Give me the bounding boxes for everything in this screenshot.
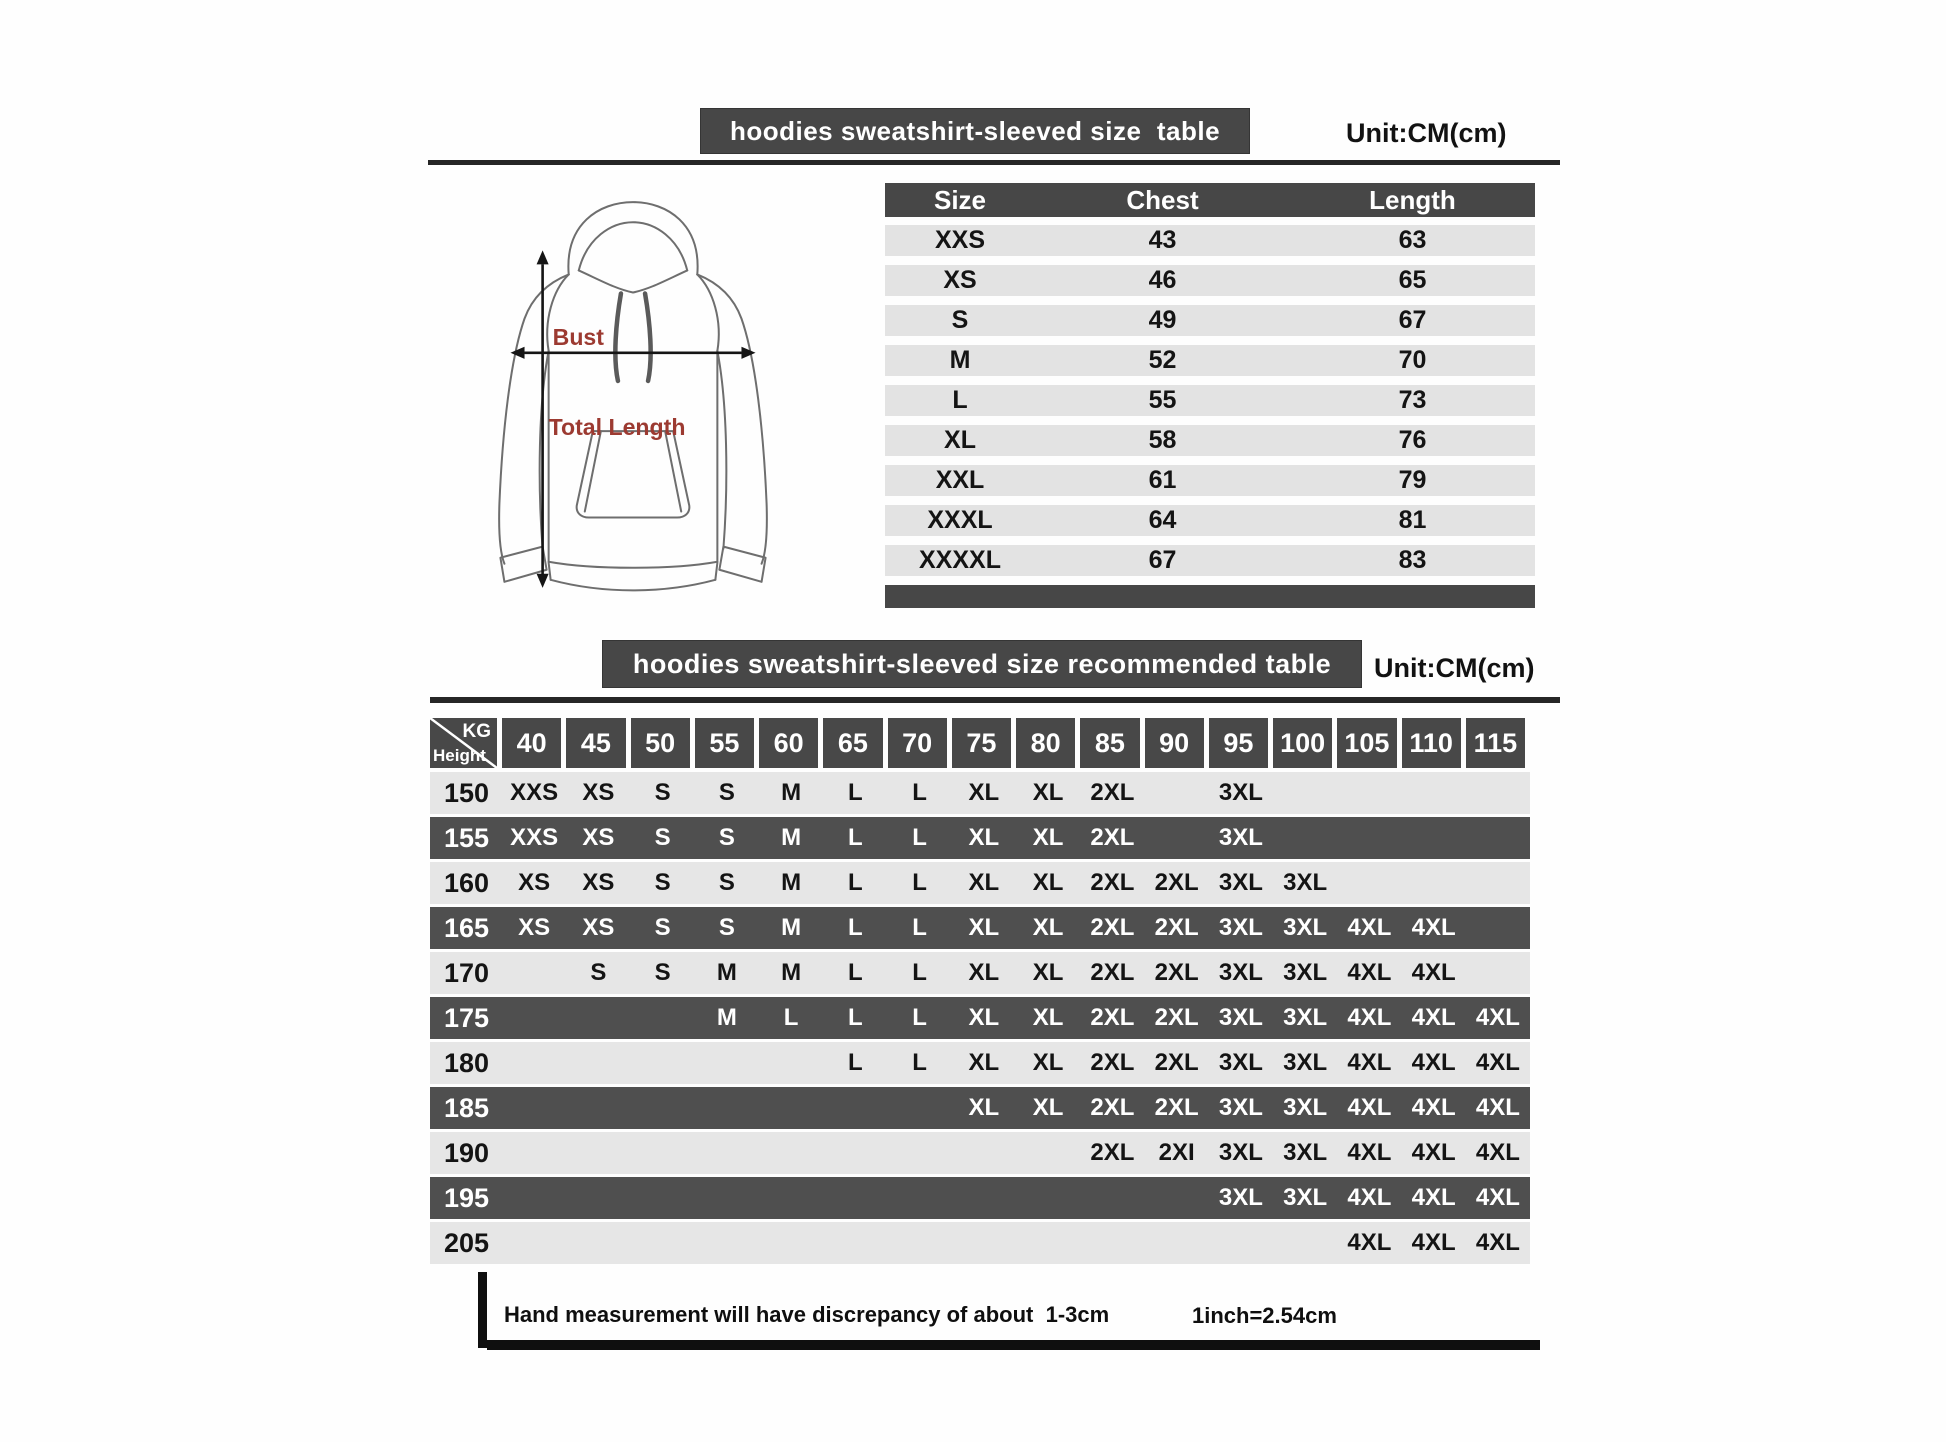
recommended-table-row	[430, 1222, 1530, 1264]
recommended-size-cell: 3XL	[1218, 1139, 1263, 1166]
size-table-row	[885, 385, 1535, 416]
pocket-slit-lines	[585, 431, 681, 511]
recommended-size-cell: XL	[968, 1049, 1000, 1076]
size-table-row	[885, 545, 1535, 576]
recommended-size-cell: 4XL	[1347, 914, 1392, 941]
drawstring-right	[645, 294, 651, 381]
recommended-size-cell: 3XL	[1218, 824, 1263, 851]
total-length-label: Total Length	[548, 414, 686, 441]
size-table-cell: XXL	[935, 466, 985, 494]
recommended-size-cell: XL	[968, 1094, 1000, 1121]
recommended-size-cell: S	[718, 869, 735, 896]
recommended-size-cell: 2XL	[1090, 824, 1135, 851]
recommended-size-cell: 3XL	[1218, 779, 1263, 806]
recommended-size-cell: L	[783, 1004, 799, 1031]
recommended-size-cell: M	[781, 779, 802, 806]
recommended-size-cell: L	[848, 1004, 863, 1031]
weight-header-cell: 55	[695, 718, 754, 768]
size-table-cell: 81	[1398, 506, 1427, 534]
recommended-size-cell: 3XL	[1218, 869, 1263, 896]
size-table-cell: 79	[1398, 466, 1427, 494]
recommended-size-cell: 4XL	[1475, 1094, 1520, 1121]
recommended-size-cell: 3XL	[1218, 959, 1263, 986]
size-table-body	[885, 225, 1535, 576]
height-label: 160	[444, 867, 490, 898]
size-table-cell: 49	[1148, 306, 1177, 334]
height-label: 195	[444, 1182, 490, 1213]
recommended-size-cell: 4XL	[1347, 1049, 1392, 1076]
recommended-size-cell: 3XL	[1283, 1004, 1328, 1031]
weight-header-cell: 50	[631, 718, 690, 768]
recommended-size-cell: 2XL	[1154, 1004, 1199, 1031]
recommended-size-cell: L	[848, 1049, 863, 1076]
size-table-cell: XS	[943, 266, 977, 294]
size-table-cell: S	[951, 306, 969, 334]
footer-vertical-bar	[478, 1272, 487, 1348]
size-table-cell: 43	[1148, 226, 1177, 254]
height-label: 170	[444, 957, 490, 988]
recommended-size-cell: XL	[968, 1004, 1000, 1031]
weight-header-cell: 90	[1145, 718, 1204, 768]
size-table-header-chest: Chest	[1126, 184, 1199, 215]
arrow-head-up-icon	[537, 250, 549, 264]
recommended-size-cell: 4XL	[1347, 1004, 1392, 1031]
recommended-size-cell: 3XL	[1283, 869, 1328, 896]
recommended-size-cell: XL	[968, 824, 1000, 851]
recommended-table-row	[430, 862, 1530, 904]
size-table-cell: 73	[1398, 386, 1427, 414]
recommended-size-cell: 4XL	[1347, 1229, 1392, 1256]
footer-horizontal-bar	[487, 1340, 1540, 1350]
height-label: 205	[444, 1227, 490, 1258]
weight-header-cell: 60	[759, 718, 818, 768]
size-table-cell: XL	[944, 426, 976, 454]
recommended-size-cell: XS	[582, 869, 615, 896]
recommended-size-cell: 2XL	[1090, 1139, 1135, 1166]
recommended-size-cell: 4XL	[1347, 1094, 1392, 1121]
inch-conversion-note: 1inch=2.54cm	[1192, 1303, 1337, 1328]
arrow-head-down-icon	[537, 574, 549, 588]
size-table-cell: 83	[1398, 546, 1427, 574]
recommended-size-cell: L	[848, 779, 863, 806]
hem-bottom-line	[551, 580, 716, 591]
recommended-size-cell: L	[912, 869, 927, 896]
recommended-size-cell: 2XL	[1090, 914, 1135, 941]
recommended-size-cell: 2XL	[1090, 1094, 1135, 1121]
recommended-size-cell: XS	[582, 914, 615, 941]
recommended-size-cell: XL	[968, 959, 1000, 986]
recommended-size-cell: XL	[1032, 959, 1064, 986]
kg-corner-label: KG	[462, 721, 491, 742]
right-armhole	[697, 274, 718, 350]
size-table-row	[885, 265, 1535, 296]
weight-header-cell: 45	[566, 718, 625, 768]
recommended-size-cell: 3XL	[1218, 1004, 1263, 1031]
collar-line	[579, 270, 687, 292]
right-cuff	[719, 547, 765, 582]
size-table-cell: 61	[1148, 466, 1177, 494]
height-label: 175	[444, 1002, 490, 1033]
weight-header-cell: 115	[1466, 718, 1525, 768]
recommended-size-cell: L	[848, 959, 863, 986]
recommended-table-body	[430, 772, 1530, 1264]
recommended-size-cell: 2XL	[1154, 1049, 1199, 1076]
size-table-cell: M	[949, 346, 971, 374]
size-table-cell: XXXL	[927, 506, 993, 534]
recommended-size-cell: 2XL	[1090, 1049, 1135, 1076]
recommended-size-cell: L	[912, 779, 927, 806]
size-table-header-size: Size	[933, 184, 987, 215]
recommended-size-cell: 4XL	[1411, 1094, 1456, 1121]
size-table-cell: 55	[1148, 386, 1177, 414]
recommended-size-cell: L	[912, 1004, 927, 1031]
size-table-title: hoodies sweatshirt-sleeved size table	[729, 115, 1221, 146]
size-table-row	[885, 225, 1535, 256]
recommended-size-cell: 2XL	[1090, 779, 1135, 806]
recommended-table	[430, 718, 1530, 1267]
size-table-cell: 65	[1398, 266, 1427, 294]
recommended-size-cell: XS	[582, 779, 615, 806]
recommended-size-cell: 2XL	[1154, 869, 1199, 896]
height-corner-label: Height	[433, 746, 486, 765]
recommended-size-cell: L	[848, 914, 863, 941]
recommended-size-cell: 4XL	[1475, 1139, 1520, 1166]
arrow-head-right-icon	[741, 347, 755, 359]
recommended-size-cell: 4XL	[1475, 1049, 1520, 1076]
recommended-table-title-bar	[602, 640, 1362, 688]
recommended-size-cell: S	[590, 959, 607, 986]
recommended-size-cell: M	[781, 869, 802, 896]
recommended-size-cell: 2XL	[1090, 869, 1135, 896]
weight-header-cell: 40	[502, 718, 561, 768]
size-table-cell: 70	[1398, 346, 1427, 374]
recommended-size-cell: XL	[968, 869, 1000, 896]
weight-header-cell: 70	[888, 718, 947, 768]
size-table-cell: 64	[1148, 506, 1177, 534]
size-table-cell: 76	[1398, 426, 1427, 454]
measurement-note: Hand measurement will have discrepancy of about 1-3cm	[504, 1302, 1110, 1327]
recommended-size-cell: XL	[1032, 779, 1064, 806]
recommended-size-cell: 2XL	[1154, 914, 1199, 941]
size-table-row	[885, 465, 1535, 496]
recommended-size-cell: 2XL	[1090, 1004, 1135, 1031]
height-label: 150	[444, 777, 490, 808]
weight-header-cell: 80	[1016, 718, 1075, 768]
recommended-size-cell: S	[718, 779, 735, 806]
left-sleeve-inner	[540, 351, 549, 549]
size-table-cell: XXS	[934, 226, 986, 254]
recommended-size-cell: S	[654, 779, 671, 806]
recommended-size-cell: XXS	[510, 779, 559, 806]
recommended-size-cell: XL	[1032, 869, 1064, 896]
weight-header-cell: 100	[1273, 718, 1332, 768]
recommended-size-cell: S	[654, 914, 671, 941]
recommended-table-row	[430, 1132, 1530, 1174]
recommended-size-cell: XL	[1032, 1094, 1064, 1121]
recommended-size-cell: S	[654, 959, 671, 986]
recommended-size-cell: 4XL	[1411, 1229, 1456, 1256]
recommended-size-cell: L	[912, 959, 927, 986]
recommended-size-cell: XL	[968, 779, 1000, 806]
size-table-cell: 46	[1148, 266, 1177, 294]
recommended-size-cell: XXS	[510, 824, 559, 851]
recommended-size-cell: 4XL	[1347, 959, 1392, 986]
drawstring-left	[615, 294, 621, 381]
size-table-cell: 63	[1398, 226, 1427, 254]
recommended-size-cell: 3XL	[1283, 1049, 1328, 1076]
recommended-table-row	[430, 817, 1530, 859]
recommended-size-cell: S	[654, 869, 671, 896]
recommended-table-row	[430, 1042, 1530, 1084]
recommended-size-cell: XS	[518, 869, 551, 896]
recommended-size-cell: XS	[582, 824, 615, 851]
weight-header-cell: 65	[823, 718, 882, 768]
recommended-size-cell: S	[654, 824, 671, 851]
recommended-table-row	[430, 907, 1530, 949]
recommended-size-cell: 4XL	[1475, 1184, 1520, 1211]
height-label: 165	[444, 912, 490, 943]
hood-outline	[568, 202, 697, 274]
recommended-size-cell: 3XL	[1283, 959, 1328, 986]
recommended-size-cell: XL	[968, 914, 1000, 941]
recommended-size-cell: XL	[1032, 1004, 1064, 1031]
recommended-size-cell: M	[781, 914, 802, 941]
size-table-header-row	[885, 183, 1535, 217]
arrow-head-left-icon	[510, 347, 524, 359]
bust-label: Bust	[552, 323, 604, 350]
recommended-size-cell: 4XL	[1411, 959, 1456, 986]
middle-divider-line	[430, 697, 1560, 703]
recommended-size-cell: S	[718, 914, 735, 941]
recommended-size-cell: 4XL	[1411, 914, 1456, 941]
weight-header-cell: 75	[952, 718, 1011, 768]
size-table	[885, 183, 1535, 608]
recommended-size-cell: XL	[1032, 824, 1064, 851]
recommended-size-cell: 4XL	[1411, 1049, 1456, 1076]
recommended-size-cell: L	[912, 824, 927, 851]
size-table-row	[885, 305, 1535, 336]
recommended-size-cell: 3XL	[1218, 1049, 1263, 1076]
weight-header-cell: 95	[1209, 718, 1268, 768]
recommended-size-cell: L	[912, 914, 927, 941]
recommended-size-cell: 3XL	[1218, 1094, 1263, 1121]
recommended-size-cell: 4XL	[1411, 1139, 1456, 1166]
recommended-size-cell: 2XI	[1158, 1139, 1195, 1166]
recommended-size-cell: XL	[1032, 1049, 1064, 1076]
height-label: 185	[444, 1092, 490, 1123]
size-table-cell: 67	[1148, 546, 1177, 574]
recommended-size-cell: L	[848, 869, 863, 896]
right-sleeve-outline	[697, 274, 767, 563]
recommended-size-cell: 3XL	[1218, 1184, 1263, 1211]
height-label: 155	[444, 822, 490, 853]
recommended-size-cell: L	[912, 1049, 927, 1076]
recommended-table-title: hoodies sweatshirt-sleeved size recommended table	[632, 648, 1332, 679]
recommended-size-cell: 4XL	[1475, 1004, 1520, 1031]
recommended-size-cell: 4XL	[1347, 1139, 1392, 1166]
recommended-size-cell: 3XL	[1283, 914, 1328, 941]
height-label: 190	[444, 1137, 490, 1168]
recommended-size-cell: S	[718, 824, 735, 851]
recommended-size-cell: M	[716, 1004, 737, 1031]
recommended-table-row	[430, 1087, 1530, 1129]
recommended-size-cell: M	[781, 959, 802, 986]
size-table-header-length: Length	[1369, 184, 1456, 215]
recommended-size-cell: 4XL	[1411, 1184, 1456, 1211]
kg-height-corner-cell	[430, 718, 497, 768]
recommended-table-row	[430, 997, 1530, 1039]
recommended-size-cell: 2XL	[1154, 959, 1199, 986]
size-table-cell: 58	[1148, 426, 1177, 454]
height-label: 180	[444, 1047, 490, 1078]
size-table-cell: L	[952, 386, 968, 414]
top-divider-line	[428, 160, 1560, 165]
hoodie-diagram	[452, 172, 814, 624]
hood-inner-line	[579, 222, 687, 270]
recommended-table-row	[430, 952, 1530, 994]
size-table-cell: 67	[1398, 306, 1427, 334]
recommended-table-row	[430, 772, 1530, 814]
size-table-row	[885, 505, 1535, 536]
recommended-size-cell: L	[848, 824, 863, 851]
recommended-size-cell: M	[781, 824, 802, 851]
recommended-size-cell: M	[716, 959, 737, 986]
recommended-size-cell: 4XL	[1347, 1184, 1392, 1211]
unit-label-top: Unit:CM(cm)	[1346, 118, 1507, 148]
recommended-size-cell: 3XL	[1283, 1184, 1328, 1211]
hem-top-line	[549, 562, 718, 568]
size-table-cell: XXXXL	[919, 546, 1001, 574]
size-table-row	[885, 345, 1535, 376]
recommended-size-cell: 3XL	[1218, 914, 1263, 941]
recommended-size-cell: XL	[1032, 914, 1064, 941]
right-sleeve-inner	[717, 351, 726, 549]
recommended-size-cell: 2XL	[1154, 1094, 1199, 1121]
size-table-footer-bar	[885, 585, 1535, 608]
recommended-size-cell: 2XL	[1090, 959, 1135, 986]
unit-label-bottom: Unit:CM(cm)	[1374, 653, 1535, 683]
recommended-table-row	[430, 1177, 1530, 1219]
recommended-size-cell: XS	[518, 914, 551, 941]
weight-header-cell: 110	[1402, 718, 1461, 768]
recommended-size-cell: 4XL	[1475, 1229, 1520, 1256]
recommended-size-cell: 3XL	[1283, 1094, 1328, 1121]
recommended-size-cell: 3XL	[1283, 1139, 1328, 1166]
recommended-table-header-row	[430, 718, 1530, 768]
pocket-outline	[577, 431, 690, 517]
size-table-title-bar	[700, 108, 1250, 154]
size-table-cell: 52	[1148, 346, 1177, 374]
weight-header-cell: 105	[1337, 718, 1396, 768]
weight-header-cell: 85	[1080, 718, 1139, 768]
size-table-row	[885, 425, 1535, 456]
recommended-size-cell: 4XL	[1411, 1004, 1456, 1031]
